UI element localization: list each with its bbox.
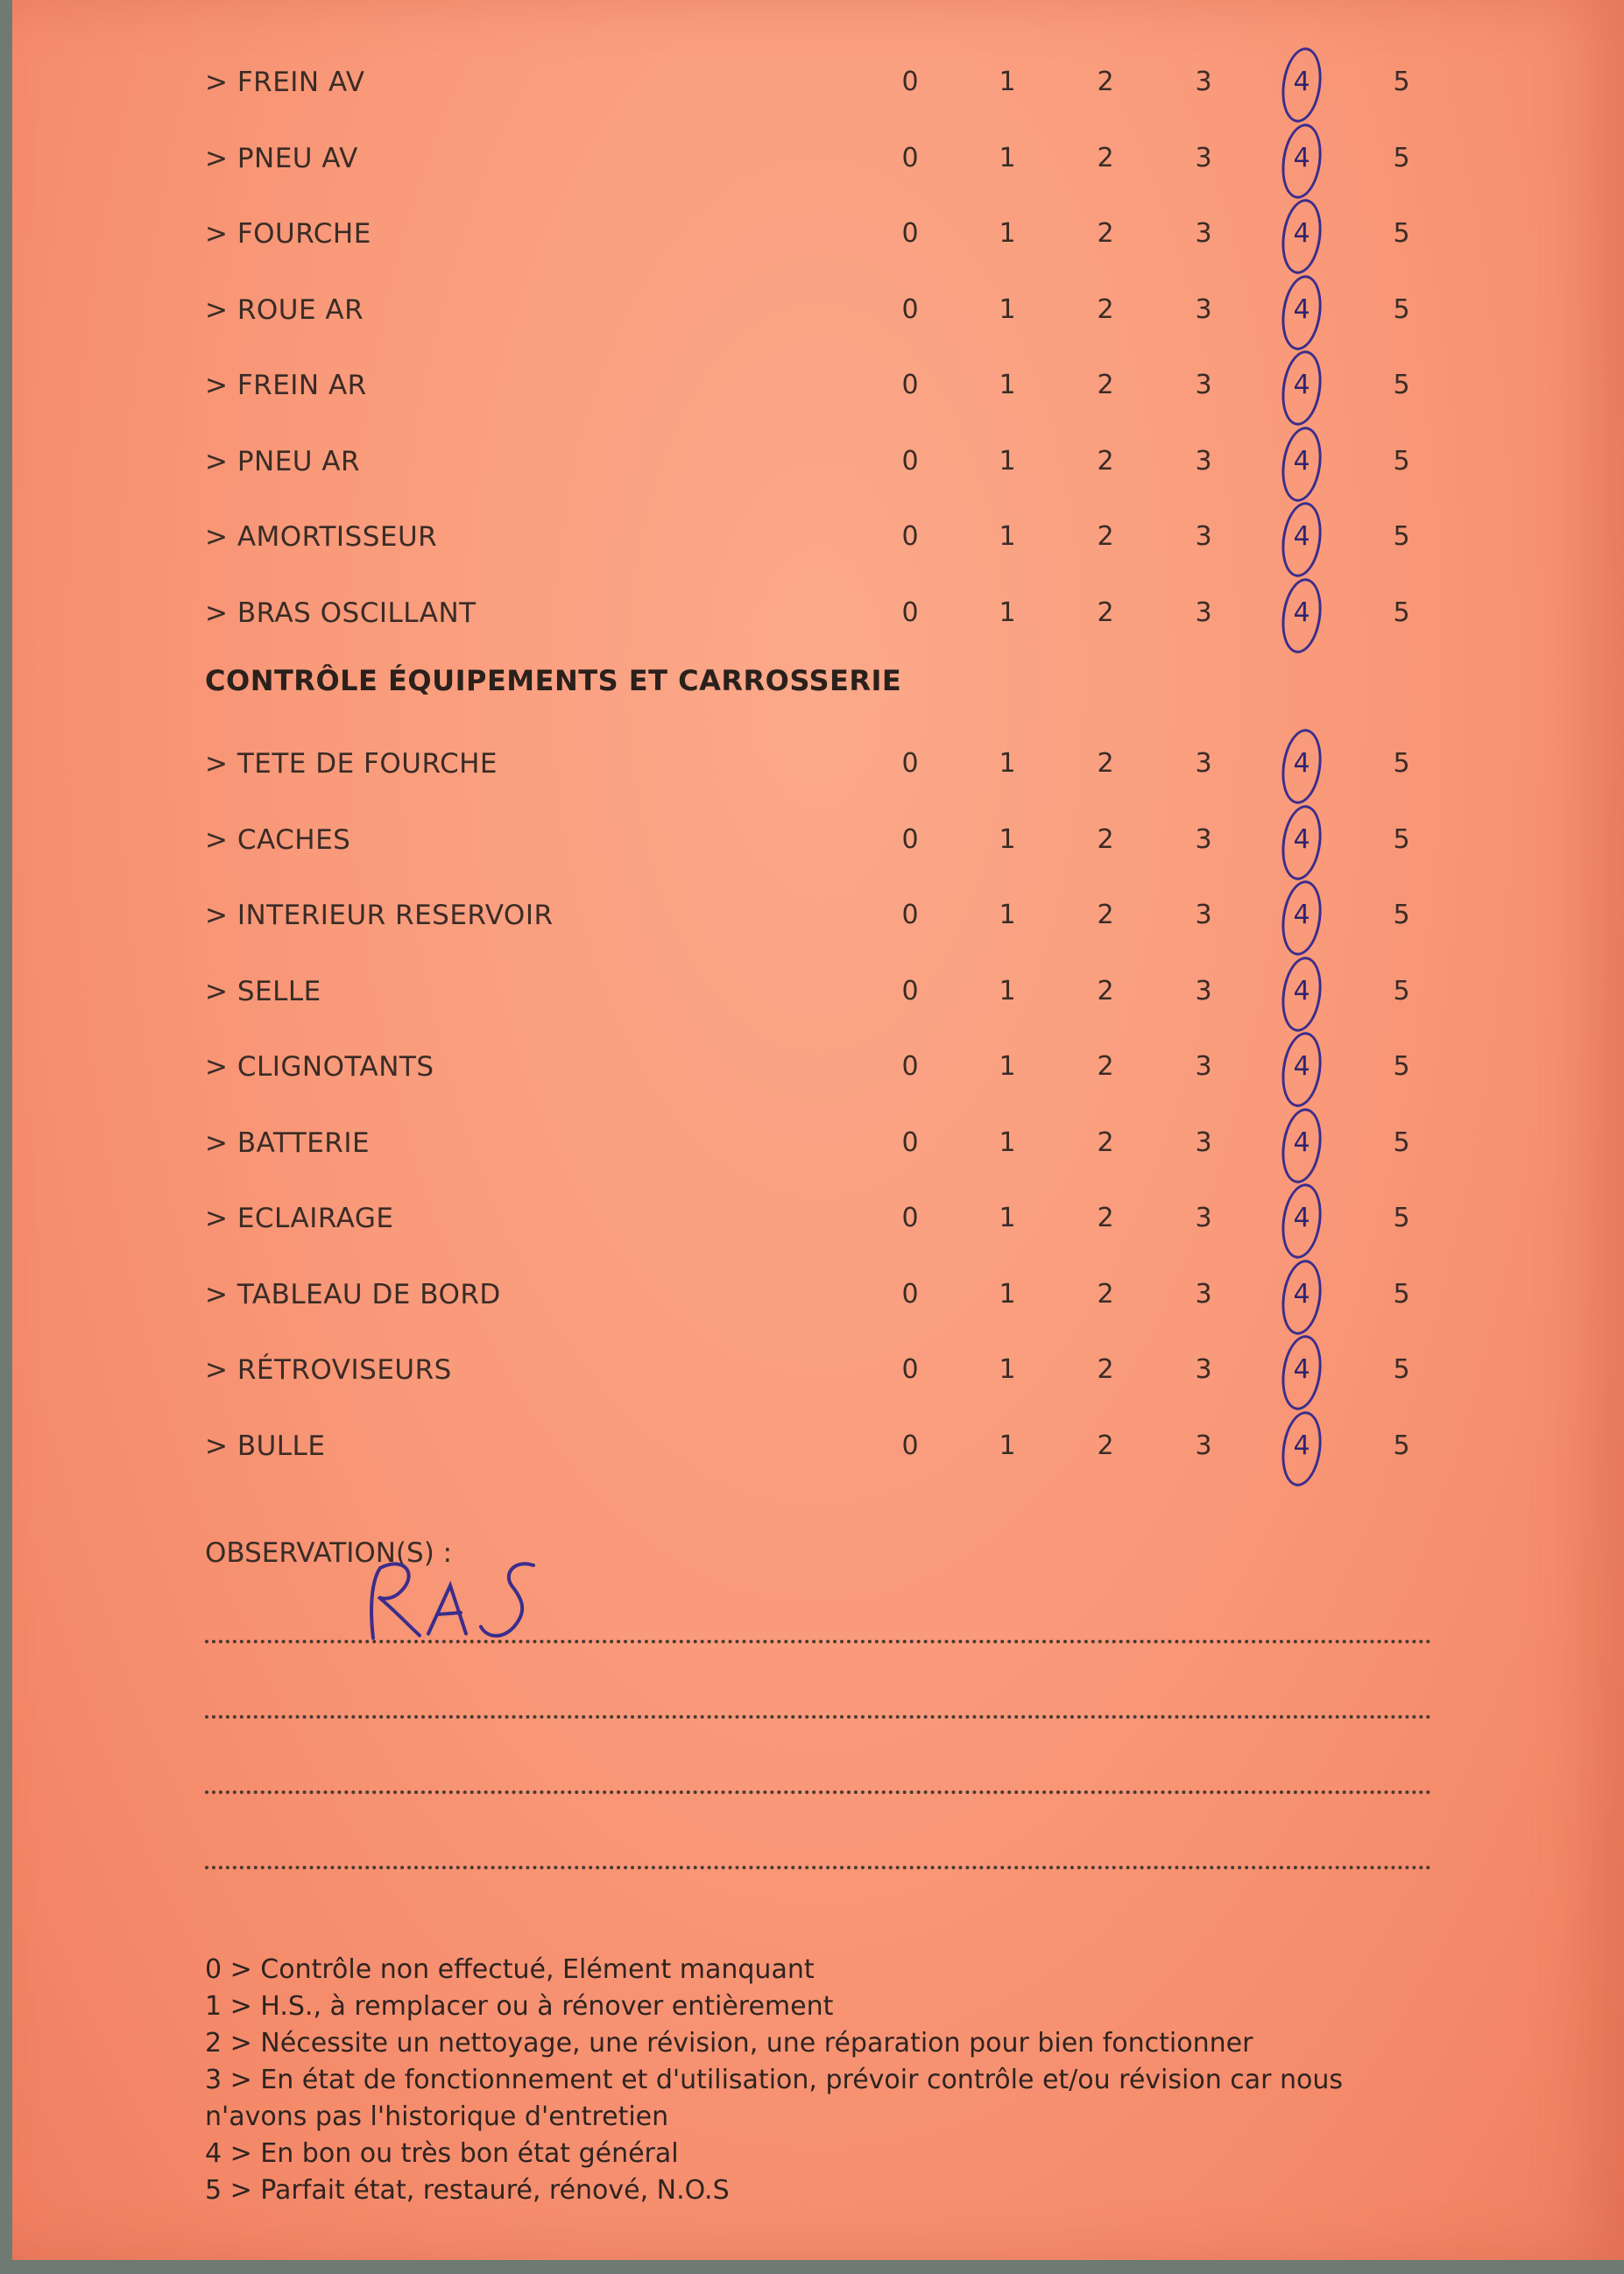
rating-row-label: > PNEU AR [205,445,361,477]
rating-option-2[interactable]: 2 [1097,823,1114,855]
rating-row [12,1194,1624,1246]
rating-option-5[interactable]: 5 [1393,1126,1410,1158]
rating-row [12,286,1624,338]
rating-option-0[interactable]: 0 [901,521,919,552]
rating-option-2[interactable]: 2 [1097,1126,1114,1158]
rating-row [12,361,1624,413]
rating-option-3[interactable]: 3 [1195,293,1212,325]
rating-option-2[interactable]: 2 [1097,597,1114,628]
rating-option-1[interactable]: 1 [999,1430,1016,1461]
rating-option-4[interactable]: 4 [1284,143,1319,173]
rating-row [12,134,1624,187]
legend-line: 4 > En bon ou très bon état général [205,2138,679,2169]
section-title: CONTRÔLE ÉQUIPEMENTS ET CARROSSERIE [205,664,902,697]
rating-option-1[interactable]: 1 [999,67,1016,97]
rating-option-1[interactable]: 1 [999,823,1016,855]
legend-line: n'avons pas l'historique d'entretien [205,2101,669,2132]
rating-option-0[interactable]: 0 [901,293,919,325]
rating-option-1[interactable]: 1 [999,445,1016,477]
rating-row-label: > SELLE [205,975,321,1007]
rating-option-3[interactable]: 3 [1195,1354,1212,1385]
rating-option-4[interactable]: 4 [1284,976,1319,1006]
rating-option-1[interactable]: 1 [999,142,1016,173]
rating-option-0[interactable]: 0 [901,67,919,97]
rating-option-3[interactable]: 3 [1195,1126,1212,1158]
rating-option-3[interactable]: 3 [1195,218,1212,249]
rating-option-2[interactable]: 2 [1097,218,1114,249]
rating-option-3[interactable]: 3 [1195,67,1212,97]
rating-row-label: > TABLEAU DE BORD [205,1278,501,1310]
rating-row [12,1119,1624,1171]
rating-option-3[interactable]: 3 [1195,1278,1212,1310]
rating-row-label: > PNEU AV [205,142,358,174]
rating-option-1[interactable]: 1 [999,900,1016,930]
rating-option-3[interactable]: 3 [1195,823,1212,855]
rating-row [12,1422,1624,1474]
rating-option-5[interactable]: 5 [1393,370,1410,400]
observations-label: OBSERVATION(S) : [205,1537,453,1569]
rating-row-label: > FREIN AR [205,370,367,401]
rating-option-1[interactable]: 1 [999,748,1016,779]
rating-option-3[interactable]: 3 [1195,975,1212,1006]
rating-option-3[interactable]: 3 [1195,521,1212,552]
rating-row-label: > CACHES [205,823,351,856]
rating-option-1[interactable]: 1 [999,1278,1016,1310]
observation-line-4 [205,1866,1431,1869]
rating-row-label: > BATTERIE [205,1126,371,1159]
rating-option-0[interactable]: 0 [901,748,919,779]
rating-option-5[interactable]: 5 [1393,900,1410,930]
rating-option-3[interactable]: 3 [1195,370,1212,400]
rating-option-2[interactable]: 2 [1097,521,1114,552]
rating-option-0[interactable]: 0 [901,1354,919,1385]
rating-option-1[interactable]: 1 [999,975,1016,1006]
rating-option-2[interactable]: 2 [1097,67,1114,97]
rating-option-1[interactable]: 1 [999,597,1016,628]
rating-option-4[interactable]: 4 [1284,748,1319,779]
rating-row-label: > TETE DE FOURCHE [205,748,498,780]
rating-option-0[interactable]: 0 [901,370,919,400]
rating-option-0[interactable]: 0 [901,445,919,477]
rating-row-label: > BULLE [205,1430,326,1462]
rating-row [12,1345,1624,1398]
rating-row [12,1042,1624,1095]
observation-line-1 [205,1640,1431,1643]
rating-row [12,816,1624,868]
rating-option-2[interactable]: 2 [1097,975,1114,1006]
rating-option-3[interactable]: 3 [1195,1430,1212,1461]
rating-option-5[interactable]: 5 [1393,521,1410,552]
rating-option-5[interactable]: 5 [1393,975,1410,1006]
rating-option-0[interactable]: 0 [901,1430,919,1461]
rating-option-3[interactable]: 3 [1195,445,1212,477]
rating-option-4[interactable]: 4 [1284,67,1319,97]
rating-option-1[interactable]: 1 [999,1051,1016,1082]
observation-line-2 [205,1715,1431,1719]
rating-option-5[interactable]: 5 [1393,445,1410,477]
rating-option-4[interactable]: 4 [1284,1127,1319,1158]
rating-option-4[interactable]: 4 [1284,1430,1319,1461]
rating-row-label: > CLIGNOTANTS [205,1051,434,1083]
rating-option-0[interactable]: 0 [901,823,919,855]
rating-row-label: > ROUE AR [205,293,364,326]
rating-option-2[interactable]: 2 [1097,748,1114,779]
rating-option-1[interactable]: 1 [999,1203,1016,1233]
rating-row-label: > BRAS OSCILLANT [205,597,477,629]
rating-row [12,589,1624,641]
rating-option-2[interactable]: 2 [1097,445,1114,477]
rating-row-label: > INTERIEUR RESERVOIR [205,900,554,931]
rating-row [12,1270,1624,1323]
rating-option-2[interactable]: 2 [1097,1354,1114,1385]
rating-option-5[interactable]: 5 [1393,1051,1410,1082]
legend-line: 2 > Nécessite un nettoyage, une révision, une réparation pour bien fonctionner [205,2028,1253,2059]
rating-option-4[interactable]: 4 [1284,521,1319,552]
rating-row [12,967,1624,1020]
rating-option-4[interactable]: 4 [1284,900,1319,930]
legend-line: 3 > En état de fonctionnement et d'utilisation, prévoir contrôle et/ou révision car nous [205,2065,1344,2095]
rating-option-5[interactable]: 5 [1393,1354,1410,1385]
rating-option-4[interactable]: 4 [1284,824,1319,855]
rating-option-4[interactable]: 4 [1284,1051,1319,1082]
rating-option-5[interactable]: 5 [1393,1203,1410,1233]
rating-option-1[interactable]: 1 [999,293,1016,325]
rating-option-0[interactable]: 0 [901,218,919,249]
rating-option-5[interactable]: 5 [1393,1430,1410,1461]
inspection-sheet [12,0,1624,2260]
rating-option-4[interactable]: 4 [1284,1279,1319,1310]
legend-line: 0 > Contrôle non effectué, Elément manquant [205,1954,815,1985]
rating-option-4[interactable]: 4 [1284,597,1319,628]
rating-row [12,437,1624,490]
rating-option-0[interactable]: 0 [901,975,919,1006]
rating-option-5[interactable]: 5 [1393,748,1410,779]
rating-option-2[interactable]: 2 [1097,1203,1114,1233]
rating-option-4[interactable]: 4 [1284,1203,1319,1233]
rating-row-label: > AMORTISSEUR [205,521,438,553]
rating-option-0[interactable]: 0 [901,1278,919,1310]
rating-option-0[interactable]: 0 [901,1203,919,1233]
rating-option-3[interactable]: 3 [1195,1203,1212,1233]
rating-option-0[interactable]: 0 [901,142,919,173]
rating-option-1[interactable]: 1 [999,218,1016,249]
rating-option-3[interactable]: 3 [1195,1051,1212,1082]
rating-option-5[interactable]: 5 [1393,823,1410,855]
legend-line: 1 > H.S., à remplacer ou à rénover entièrement [205,1991,834,2022]
rating-option-4[interactable]: 4 [1284,218,1319,249]
rating-option-2[interactable]: 2 [1097,1051,1114,1082]
rating-option-0[interactable]: 0 [901,1051,919,1082]
rating-option-4[interactable]: 4 [1284,370,1319,400]
observation-line-3 [205,1790,1431,1794]
rating-option-2[interactable]: 2 [1097,1278,1114,1310]
rating-row [12,739,1624,792]
handwritten-ras-signature [354,1555,564,1651]
rating-option-1[interactable]: 1 [999,370,1016,400]
rating-option-3[interactable]: 3 [1195,142,1212,173]
rating-option-2[interactable]: 2 [1097,1430,1114,1461]
legend-line: 5 > Parfait état, restauré, rénové, N.O.S [205,2175,730,2206]
rating-option-5[interactable]: 5 [1393,1278,1410,1310]
rating-legend [205,1952,1449,2209]
rating-option-3[interactable]: 3 [1195,597,1212,628]
rating-option-5[interactable]: 5 [1393,67,1410,97]
rating-option-5[interactable]: 5 [1393,142,1410,173]
rating-option-2[interactable]: 2 [1097,293,1114,325]
rating-option-0[interactable]: 0 [901,1126,919,1158]
rating-row [12,891,1624,943]
rating-option-0[interactable]: 0 [901,900,919,930]
rating-row [12,58,1624,110]
rating-option-5[interactable]: 5 [1393,293,1410,325]
rating-option-3[interactable]: 3 [1195,748,1212,779]
rating-option-1[interactable]: 1 [999,1126,1016,1158]
rating-option-4[interactable]: 4 [1284,446,1319,477]
rating-row [12,512,1624,565]
rating-row [12,209,1624,262]
rating-row-label: > FREIN AV [205,67,365,98]
rating-option-5[interactable]: 5 [1393,597,1410,628]
rating-option-0[interactable]: 0 [901,597,919,628]
rating-option-4[interactable]: 4 [1284,1354,1319,1385]
rating-option-4[interactable]: 4 [1284,294,1319,325]
rating-option-2[interactable]: 2 [1097,370,1114,400]
rating-row-label: > FOURCHE [205,218,371,250]
rating-option-3[interactable]: 3 [1195,900,1212,930]
rating-row-label: > ECLAIRAGE [205,1203,394,1234]
rating-row-label: > RÉTROVISEURS [205,1354,452,1386]
rating-option-1[interactable]: 1 [999,521,1016,552]
rating-option-2[interactable]: 2 [1097,142,1114,173]
rating-option-5[interactable]: 5 [1393,218,1410,249]
rating-option-2[interactable]: 2 [1097,900,1114,930]
rating-option-1[interactable]: 1 [999,1354,1016,1385]
